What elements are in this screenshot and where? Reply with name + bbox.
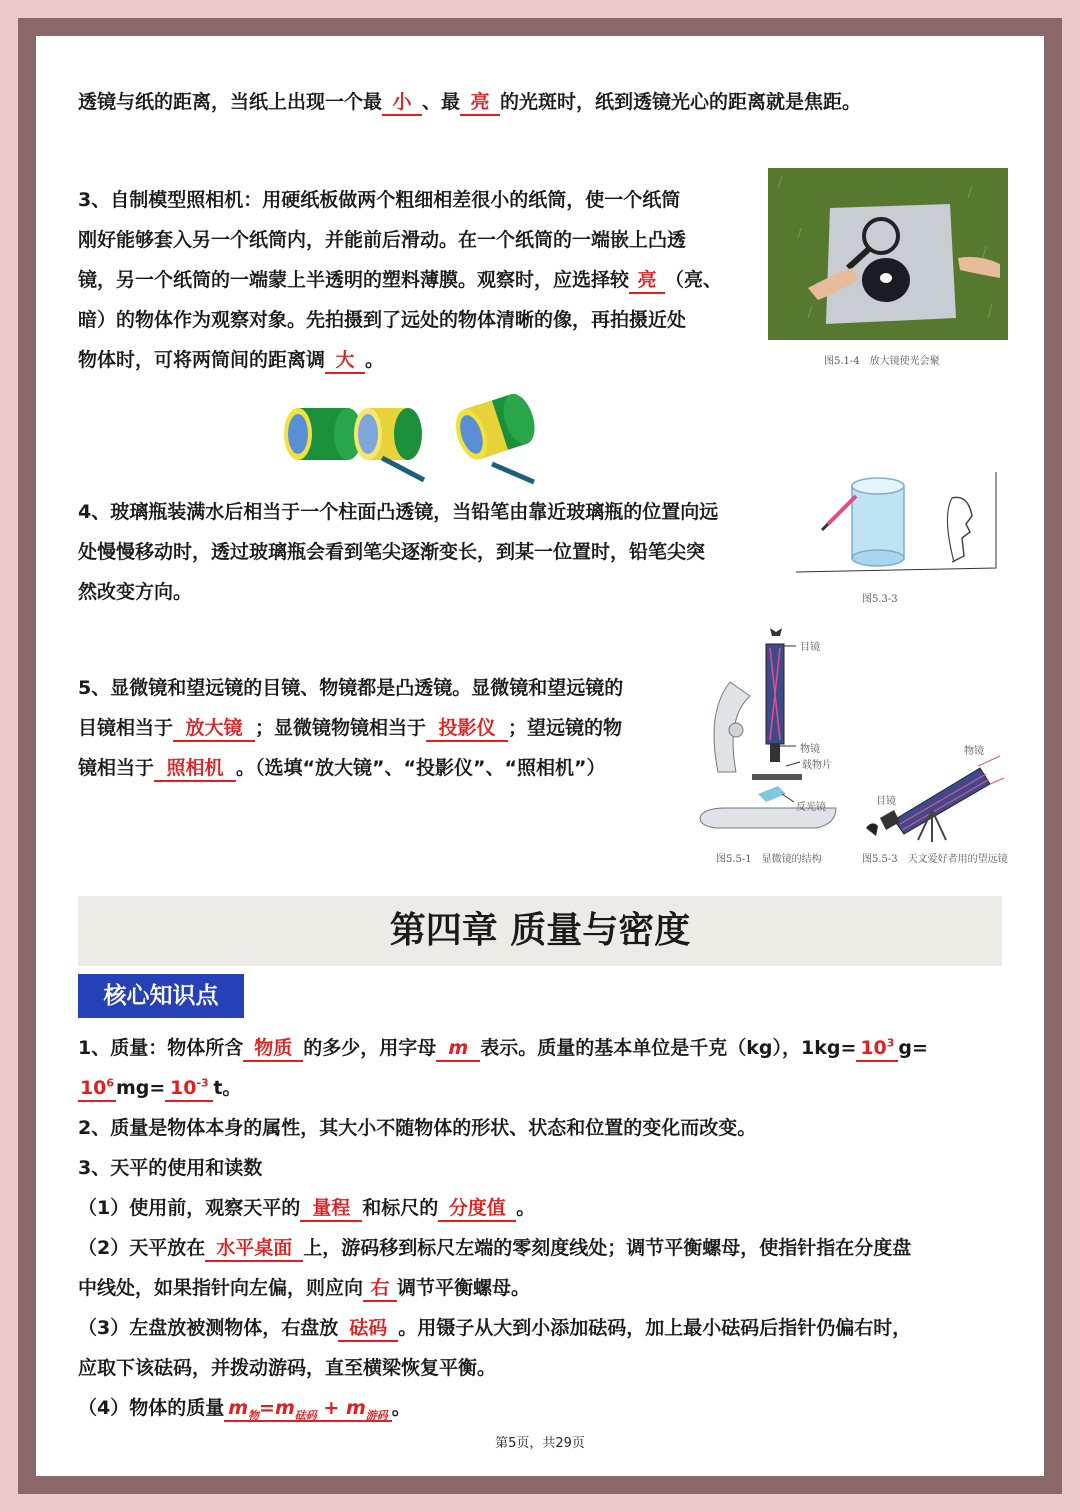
answer-blank: 小 [382,90,422,116]
answer-blank: 放大镜 [173,716,255,742]
figure-caption: 图5.5-3 天文爱好者用的望远镜 [862,854,1008,865]
label-mirror: 反光镜 [796,802,826,813]
label-telescope-objective: 物镜 [964,746,984,757]
figure-caption: 图5.1-4 放大镜使光会聚 [824,356,940,367]
text-line: 2、质量是物体本身的属性，其大小不随物体的形状、状态和位置的变化而改变。 [78,1117,757,1139]
answer-blank: 分度值 [438,1196,516,1222]
glass-bottle-figure [792,466,1006,578]
answer-blank: 亮 [629,268,665,294]
magnifier-photo [768,168,1008,340]
text-line: （2）天平放在 水平桌面 上，游码移到标尺左端的零刻度线处；调节平衡螺母，使指针指在分度盘 [78,1228,911,1268]
label-stage: 载物片 [802,760,832,771]
text-line: 应取下该砝码，并拨动游码，直至横梁恢复平衡。 [78,1357,497,1379]
text-line: （4）物体的质量 $m_物=m_{砝码} + m_{游码}$ 。 [78,1397,411,1422]
text-line: $10^6$ $mg= 10^{-3}$ t。 [78,1068,241,1108]
answer-blank: 水平桌面 [205,1236,303,1262]
chapter-title: 第四章 质量与密度 [78,896,1002,966]
text-line: 处慢慢移动时，透过玻璃瓶会看到笔尖逐渐变长，到某一位置时，铅笔尖突 [78,541,706,563]
text-line: 刚好能够套入另一个纸筒内，并能前后滑动。在一个纸筒的一端嵌上凸透 [78,229,687,251]
page-footer: 第5页，共29页 [495,1436,585,1451]
text-line: 目镜相当于 放大镜 ；显微镜物镜相当于 投影仪 ；望远镜的物 [78,708,622,748]
text-line: 4、玻璃瓶装满水后相当于一个柱面凸透镜，当铅笔由靠近玻璃瓶的位置向远 [78,501,719,523]
answer-blank: 亮 [460,90,500,116]
text-line: 镜，另一个纸筒的一端蒙上半透明的塑料薄膜。观察时，应选择较 亮 （亮、 [78,260,722,300]
answer-blank: 砝码 [338,1316,398,1342]
answer-blank: 量程 [300,1196,362,1222]
text-line: 中线处，如果指针向左偏，则应向 右 调节平衡螺母。 [78,1268,530,1308]
text-line: （3）左盘放被测物体，右盘放 砝码 。用镊子从大到小添加砝码，加上最小砝码后指针仍偏右时， [78,1308,911,1348]
answer-blank: $10^3$ [856,1036,898,1062]
mass-formula: $m_物=m_{砝码} + m_{游码}$ [224,1396,392,1422]
figure-caption: 图5.5-1 显微镜的结构 [716,854,822,865]
answer-blank: $10^6$ [78,1076,116,1102]
answer-blank: 投影仪 [426,716,508,742]
text-line: 镜相当于 照相机 。（选填“放大镜”、“投影仪”、“照相机”） [78,748,605,788]
text-line: 暗）的物体作为观察对象。先拍摄到了远处的物体清晰的像，再拍摄近处 [78,309,687,331]
text-line: 1、质量：物体所含 物质 的多少，用字母 m 表示。质量的基本单位是千克（kg），$1kg= 10^3$ g= [78,1028,928,1068]
text-line: 物体时，可将两筒间的距离调 大 。 [78,340,384,380]
paper-tubes-image [282,378,552,490]
text-line: （1）使用前，观察天平的 量程 和标尺的 分度值 。 [78,1188,535,1228]
label-telescope-eyepiece: 目镜 [876,796,896,807]
answer-blank: 大 [325,348,365,374]
text-line: 透镜与纸的距离，当纸上出现一个最 小 、最 亮 的光斑时，纸到透镜光心的距离就是焦距。 [78,82,861,122]
answer-blank: $10^{-3}$ [165,1076,213,1102]
label-objective: 物镜 [800,744,820,755]
section-badge: 核心知识点 [78,974,244,1018]
text-line: 3、自制模型照相机：用硬纸板做两个粗细相差很小的纸筒，使一个纸筒 [78,189,681,211]
label-eyepiece: 目镜 [800,642,820,653]
text-line: 3、天平的使用和读数 [78,1157,263,1179]
microscope-figure [696,622,866,842]
text-line: 5、显微镜和望远镜的目镜、物镜都是凸透镜。显微镜和望远镜的 [78,677,624,699]
answer-blank: 右 [363,1276,397,1302]
text-line: 然改变方向。 [78,581,193,603]
answer-blank: 照相机 [154,756,236,782]
figure-caption: 图5.3-3 [862,594,898,605]
answer-blank: m [436,1036,480,1062]
answer-blank: 物质 [243,1036,303,1062]
